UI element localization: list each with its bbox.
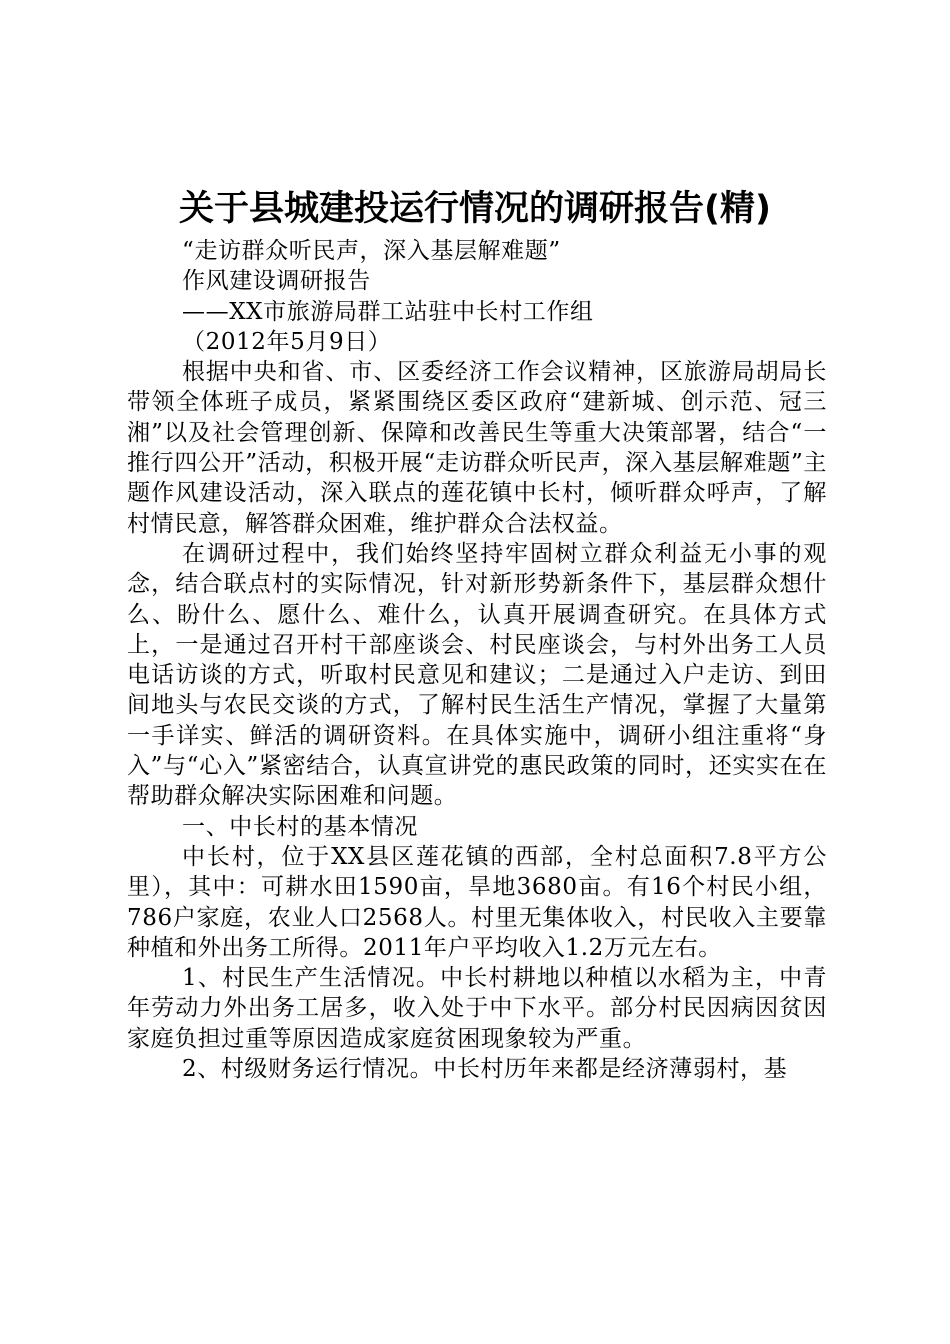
paragraph: 中长村，位于XX县区莲花镇的西部，全村总面积7.8平方公里），其中：可耕水田1590亩，旱地3680亩。有16个村民小组，786户家庭，农业人口2568人。村里无集体收入，村民收入主要靠种植和外出务工所得。2011年户平均收入1.2万元左右。 bbox=[127, 843, 827, 961]
section-heading: 一、中长村的基本情况 bbox=[182, 813, 418, 840]
document-title: 关于县城建投运行情况的调研报告(精) bbox=[179, 189, 771, 229]
subtitle-line: 作风建设调研报告 bbox=[182, 268, 371, 295]
paragraph: 2、村级财务运行情况。中长村历年来都是经济薄弱村，基 bbox=[182, 1056, 788, 1083]
date-line: （2012年5月9日） bbox=[182, 328, 392, 355]
paragraph: 1、村民生产生活情况。中长村耕地以种植以水稻为主，中青年劳动力外出务工居多，收入处于中下水平。部分村民因病因贫因家庭负担过重等原因造成家庭贫困现象较为严重。 bbox=[127, 965, 827, 1052]
organization-line: ——XX市旅游局群工站驻中长村工作组 bbox=[182, 298, 594, 325]
subtitle-line: “走访群众听民声，深入基层解难题” bbox=[182, 238, 561, 264]
document-body bbox=[127, 236, 827, 1084]
paragraph: 根据中央和省、市、区委经济工作会议精神，区旅游局胡局长带领全体班子成员，紧紧围绕区委区政府“建新城、创示范、冠三湘”以及社会管理创新、保障和改善民生等重大决策部署，结合“一推行四公开”活动，积极开展“走访群众听民声，深入基层解难题”主题作风建设活动，深入联点的莲花镇中长村，倾听群众呼声，了解村情民意，解答群众困难，维护群众合法权益。 bbox=[127, 359, 827, 537]
paragraph: 在调研过程中，我们始终坚持牢固树立群众利益无小事的观念，结合联点村的实际情况，针对新形势新条件下，基层群众想什么、盼什么、愿什么、难什么，认真开展调查研究。在具体方式上，一是通过召开村干部座谈会、村民座谈会，与村外出务工人员电话访谈的方式，听取村民意见和建议；二是通过入户走访、到田间地头与农民交谈的方式，了解村民生活生产情况，掌握了大量第一手详实、鲜活的调研资料。在具体实施中，调研小组注重将“身入”与“心入”紧密结合，认真宣讲党的惠民政策的同时，还实实在在帮助群众解决实际困难和问题。 bbox=[127, 540, 827, 810]
